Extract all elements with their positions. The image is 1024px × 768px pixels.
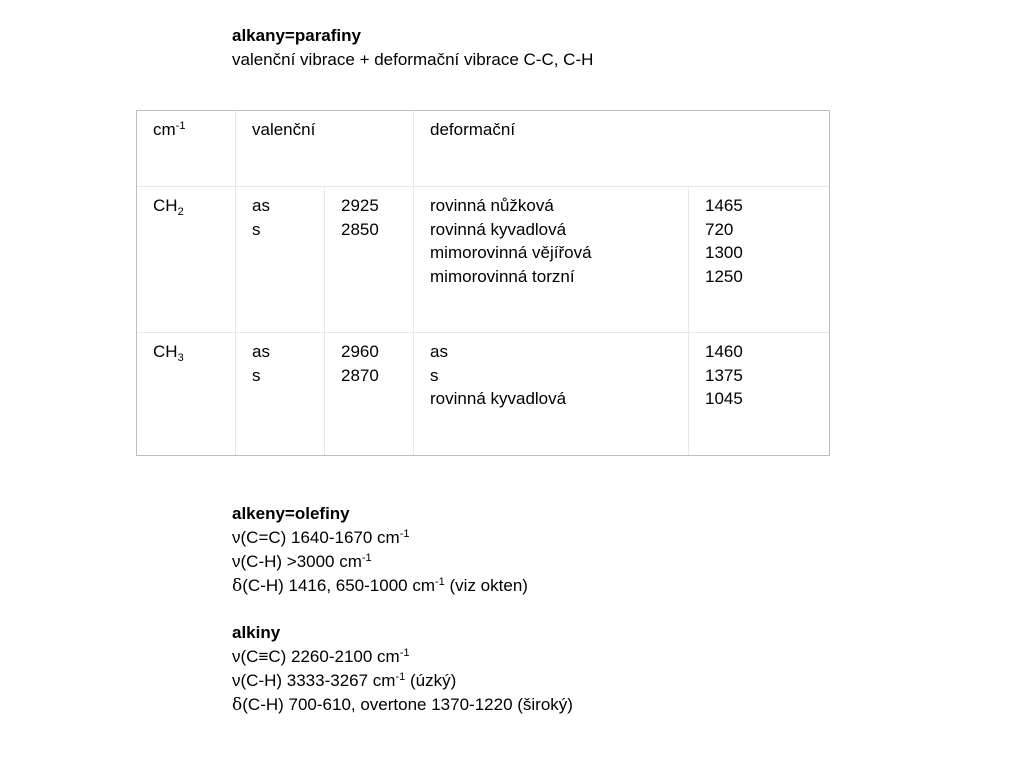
alkenes-section (232, 502, 528, 598)
alkynes-heading: alkiny (232, 623, 281, 642)
valence-value: 2870 (341, 365, 379, 385)
line-exp: -1 (361, 552, 372, 564)
vibration-table (136, 110, 830, 456)
valence-value-cell (325, 187, 414, 333)
line-exp: -1 (399, 528, 410, 540)
alkanes-subtitle: valenční vibrace + deformační vibrace C-C, C-H (232, 50, 594, 69)
deformation-value: 720 (705, 219, 734, 239)
line-text: ν(C≡C) 2260-2100 cm (232, 647, 400, 666)
group-sub: 2 (177, 206, 184, 218)
deformation-type: rovinná kyvadlová (430, 389, 567, 408)
alkenes-line (232, 550, 528, 574)
deformation-type: rovinná kyvadlová (430, 219, 567, 239)
table-header-row (137, 111, 830, 187)
header-deformation: deformační (414, 111, 830, 187)
alkenes-line (232, 526, 528, 550)
line-text: ν(C=C) 1640-1670 cm (232, 528, 400, 547)
alkynes-line (232, 645, 573, 669)
header-unit-base: cm (153, 120, 176, 139)
line-tail: (úzký) (405, 671, 457, 690)
deformation-type: mimorovinná torzní (430, 266, 575, 286)
group-cell (137, 333, 236, 456)
valence-type-cell (236, 187, 325, 333)
valence-type: as (252, 196, 270, 215)
line-text: ν(C-H) >3000 cm (232, 552, 362, 571)
deformation-value: 1460 (705, 342, 743, 361)
line-exp: -1 (399, 647, 410, 659)
valence-value: 2850 (341, 219, 379, 239)
alkanes-section (232, 24, 593, 72)
alkenes-line (232, 574, 528, 598)
alkynes-line (232, 693, 573, 717)
line-exp: -1 (395, 671, 406, 683)
valence-value: 2960 (341, 342, 379, 361)
line-tail: (viz okten) (444, 576, 528, 595)
header-unit (137, 111, 236, 187)
deformation-type: rovinná nůžková (430, 196, 554, 215)
deformation-type-cell (414, 333, 689, 456)
valence-type: as (252, 342, 270, 361)
deformation-type: as (430, 342, 448, 361)
alkenes-heading: alkeny=olefiny (232, 504, 350, 523)
header-valence: valenční (236, 111, 414, 187)
line-text: ν(C-H) 3333-3267 cm (232, 671, 396, 690)
deformation-type-cell (414, 187, 689, 333)
valence-value: 2925 (341, 196, 379, 215)
table-row (137, 333, 830, 456)
group-base: CH (153, 196, 178, 215)
deformation-value: 1045 (705, 389, 743, 408)
valence-type: s (252, 365, 261, 385)
alkanes-heading: alkany=parafiny (232, 26, 361, 45)
line-symbol: δ (232, 576, 243, 596)
line-exp: -1 (435, 576, 445, 588)
deformation-type: mimorovinná vějířová (430, 243, 592, 262)
group-base: CH (153, 342, 178, 361)
group-sub: 3 (177, 352, 184, 364)
deformation-value: 1300 (705, 243, 743, 262)
line-symbol: δ (232, 695, 243, 715)
alkynes-section (232, 621, 573, 717)
valence-type: s (252, 219, 261, 239)
deformation-value: 1465 (705, 196, 743, 215)
deformation-value: 1375 (705, 365, 743, 385)
alkynes-line (232, 669, 573, 693)
line-text: (C-H) 1416, 650-1000 cm (242, 576, 436, 595)
valence-value-cell (325, 333, 414, 456)
deformation-type: s (430, 365, 439, 385)
deformation-value-cell (689, 187, 830, 333)
group-cell (137, 187, 236, 333)
deformation-value-cell (689, 333, 830, 456)
header-unit-exp: -1 (175, 120, 186, 132)
table-row (137, 187, 830, 333)
valence-type-cell (236, 333, 325, 456)
deformation-value: 1250 (705, 266, 743, 286)
line-text: (C-H) 700-610, overtone 1370-1220 (široký) (242, 695, 573, 714)
